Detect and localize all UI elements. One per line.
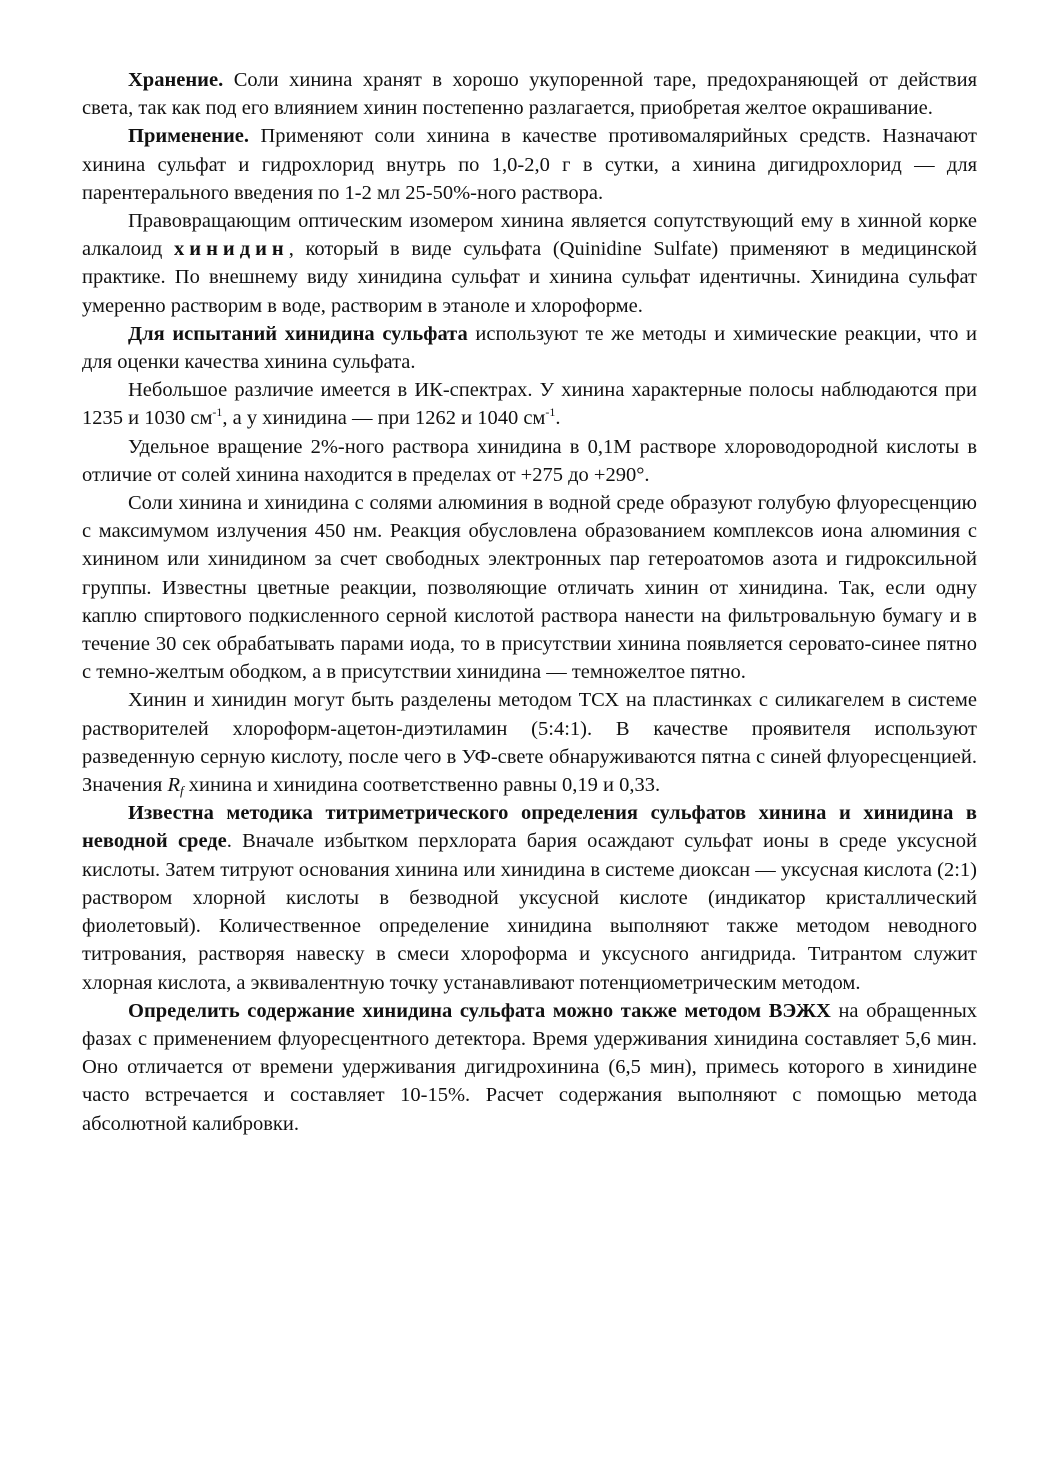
paragraph-tlc [82,686,977,799]
heading-application: Применение. [128,125,249,148]
term-quinidine: хинидин [174,238,289,261]
superscript-ir-1: -1 [212,405,223,420]
heading-storage: Хранение. [128,69,224,91]
text-hplc: на обращенных фазах с применением флуоресцентного детектора. Время удерживания хинидина составляет 5,6 мин. Оно отличается от времени удерживания дигидрохинина (6,5 мин), примесь которого в хинидине часто встречается и составляет 10-15%. Расчет содержания выполняют с помощью метода абсолютной калибровки. [82,999,977,1135]
paragraph-storage [82,66,977,122]
text-quinidine-intro-before: Правовращающим оптическим изомером хинина является сопутствующий ему в хинной корке алкалоид [82,210,977,261]
text-tlc-2: хинина и хинидина соответственно равны 0,19 и 0,33. [183,774,661,797]
paragraph-titration [82,799,977,996]
paragraph-ir-spectra [82,376,977,432]
rf-letter: R [167,774,180,797]
paragraph-tests [82,320,977,376]
paragraph-rotation [82,433,977,489]
text-quinidine-intro-after: , который в виде сульфата (Quinidine Sulfate) применяют в медицинской практике. По внешнему виду хинидина сульфат и хинина сульфат идентичны. Хинидина сульфат умеренно растворим в воде, растворим в этаноле и хлороформе. [82,238,978,317]
superscript-ir-2: -1 [545,405,556,420]
paragraph-hplc [82,997,977,1138]
text-ir-3: . [555,407,561,430]
paragraph-fluorescence [82,489,977,686]
text-rotation: Удельное вращение 2%-ного раствора хинидина в 0,1М растворе хлороводородной кислоты в отличие от солей хинина находится в пределах от +275 до +290°. [82,435,977,486]
heading-hplc: Определить содержание хинидина сульфата можно также методом ВЭЖХ [128,999,831,1022]
paragraph-quinidine-intro [82,207,977,320]
text-fluorescence: Соли хинина и хинидина с солями алюминия в водной среде образуют голубую флуоресценцию с максимумом излучения 450 нм. Реакция обусловлена образованием комплексов иона алюминия с хинином или хинидином за счет свободных электронных пар гетероатомов азота и гидроксильной группы. Известны цветные реакции, позволяющие отличать хинин от хинидина. Так, если одну каплю спиртового подкисленного серной кислотой раствора нанести на фильтровальную бумагу и в течение 30 сек обрабатывать парами иода, то в присутствии хинина появляется серовато-синее пятно с темно-желтым ободком, а в присутствии хинидина — темножелтое пятно. [82,492,977,684]
rf-symbol [167,774,184,799]
text-tests: используют те же методы и химические реакции, что и для оценки качества хинина сульфата. [82,322,977,374]
paragraph-application [82,122,977,207]
text-storage: Соли хинина хранят в хорошо укупоренной таре, предохраняющей от действия света, так как под его влиянием хинин постепенно разлагается, приобретая желтое окрашивание. [82,69,977,120]
text-ir-1: Небольшое различие имеется в ИК-спектрах. У хинина характерные полосы наблюдаются при 1235 и 1030 см [82,379,977,430]
heading-tests: Для испытаний хинидина сульфата [128,322,468,345]
text-application: Применяют соли хинина в качестве противомалярийных средств. Назначают хинина сульфат и гидрохлорид внутрь по 1,0-2,0 г в сутки, а хинина дигидрохлорид — для парентерального введения по 1-2 мл 25-50%-ного раствора. [82,125,977,204]
text-titration: . Вначале избытком перхлората бария осаждают сульфат ионы в среде уксусной кислоты. Затем титруют основания хинина или хинидина в системе диоксан — уксусная кислота (2:1) раствором хлорной кислоты в безводной уксусной кислоте (индикатор кристаллический фиолетовый). Количественное определение хинидина выполняют также методом неводного титрования, растворяя навеску в смеси хлороформа и уксусного ангидрида. Титрантом служит хлорная кислота, а эквивалентную точку устанавливают потенциометрическим методом. [82,830,977,994]
rf-subscript: f [179,783,184,799]
text-ir-2: , а у хинидина — при 1262 и 1040 см [222,407,546,430]
heading-titration: Известна методика титриметрического определения сульфатов хинина и хинидина в неводной среде [82,802,977,853]
text-tlc-1: Хинин и хинидин могут быть разделены методом ТСХ на пластинках с силикагелем в системе растворителей хлороформ-ацетон-диэтиламин (5:4:1). В качестве проявителя используют разведенную серную кислоту, после чего в УФ-свете обнаруживаются пятна с синей флуоресценцией. Значения [82,689,977,797]
